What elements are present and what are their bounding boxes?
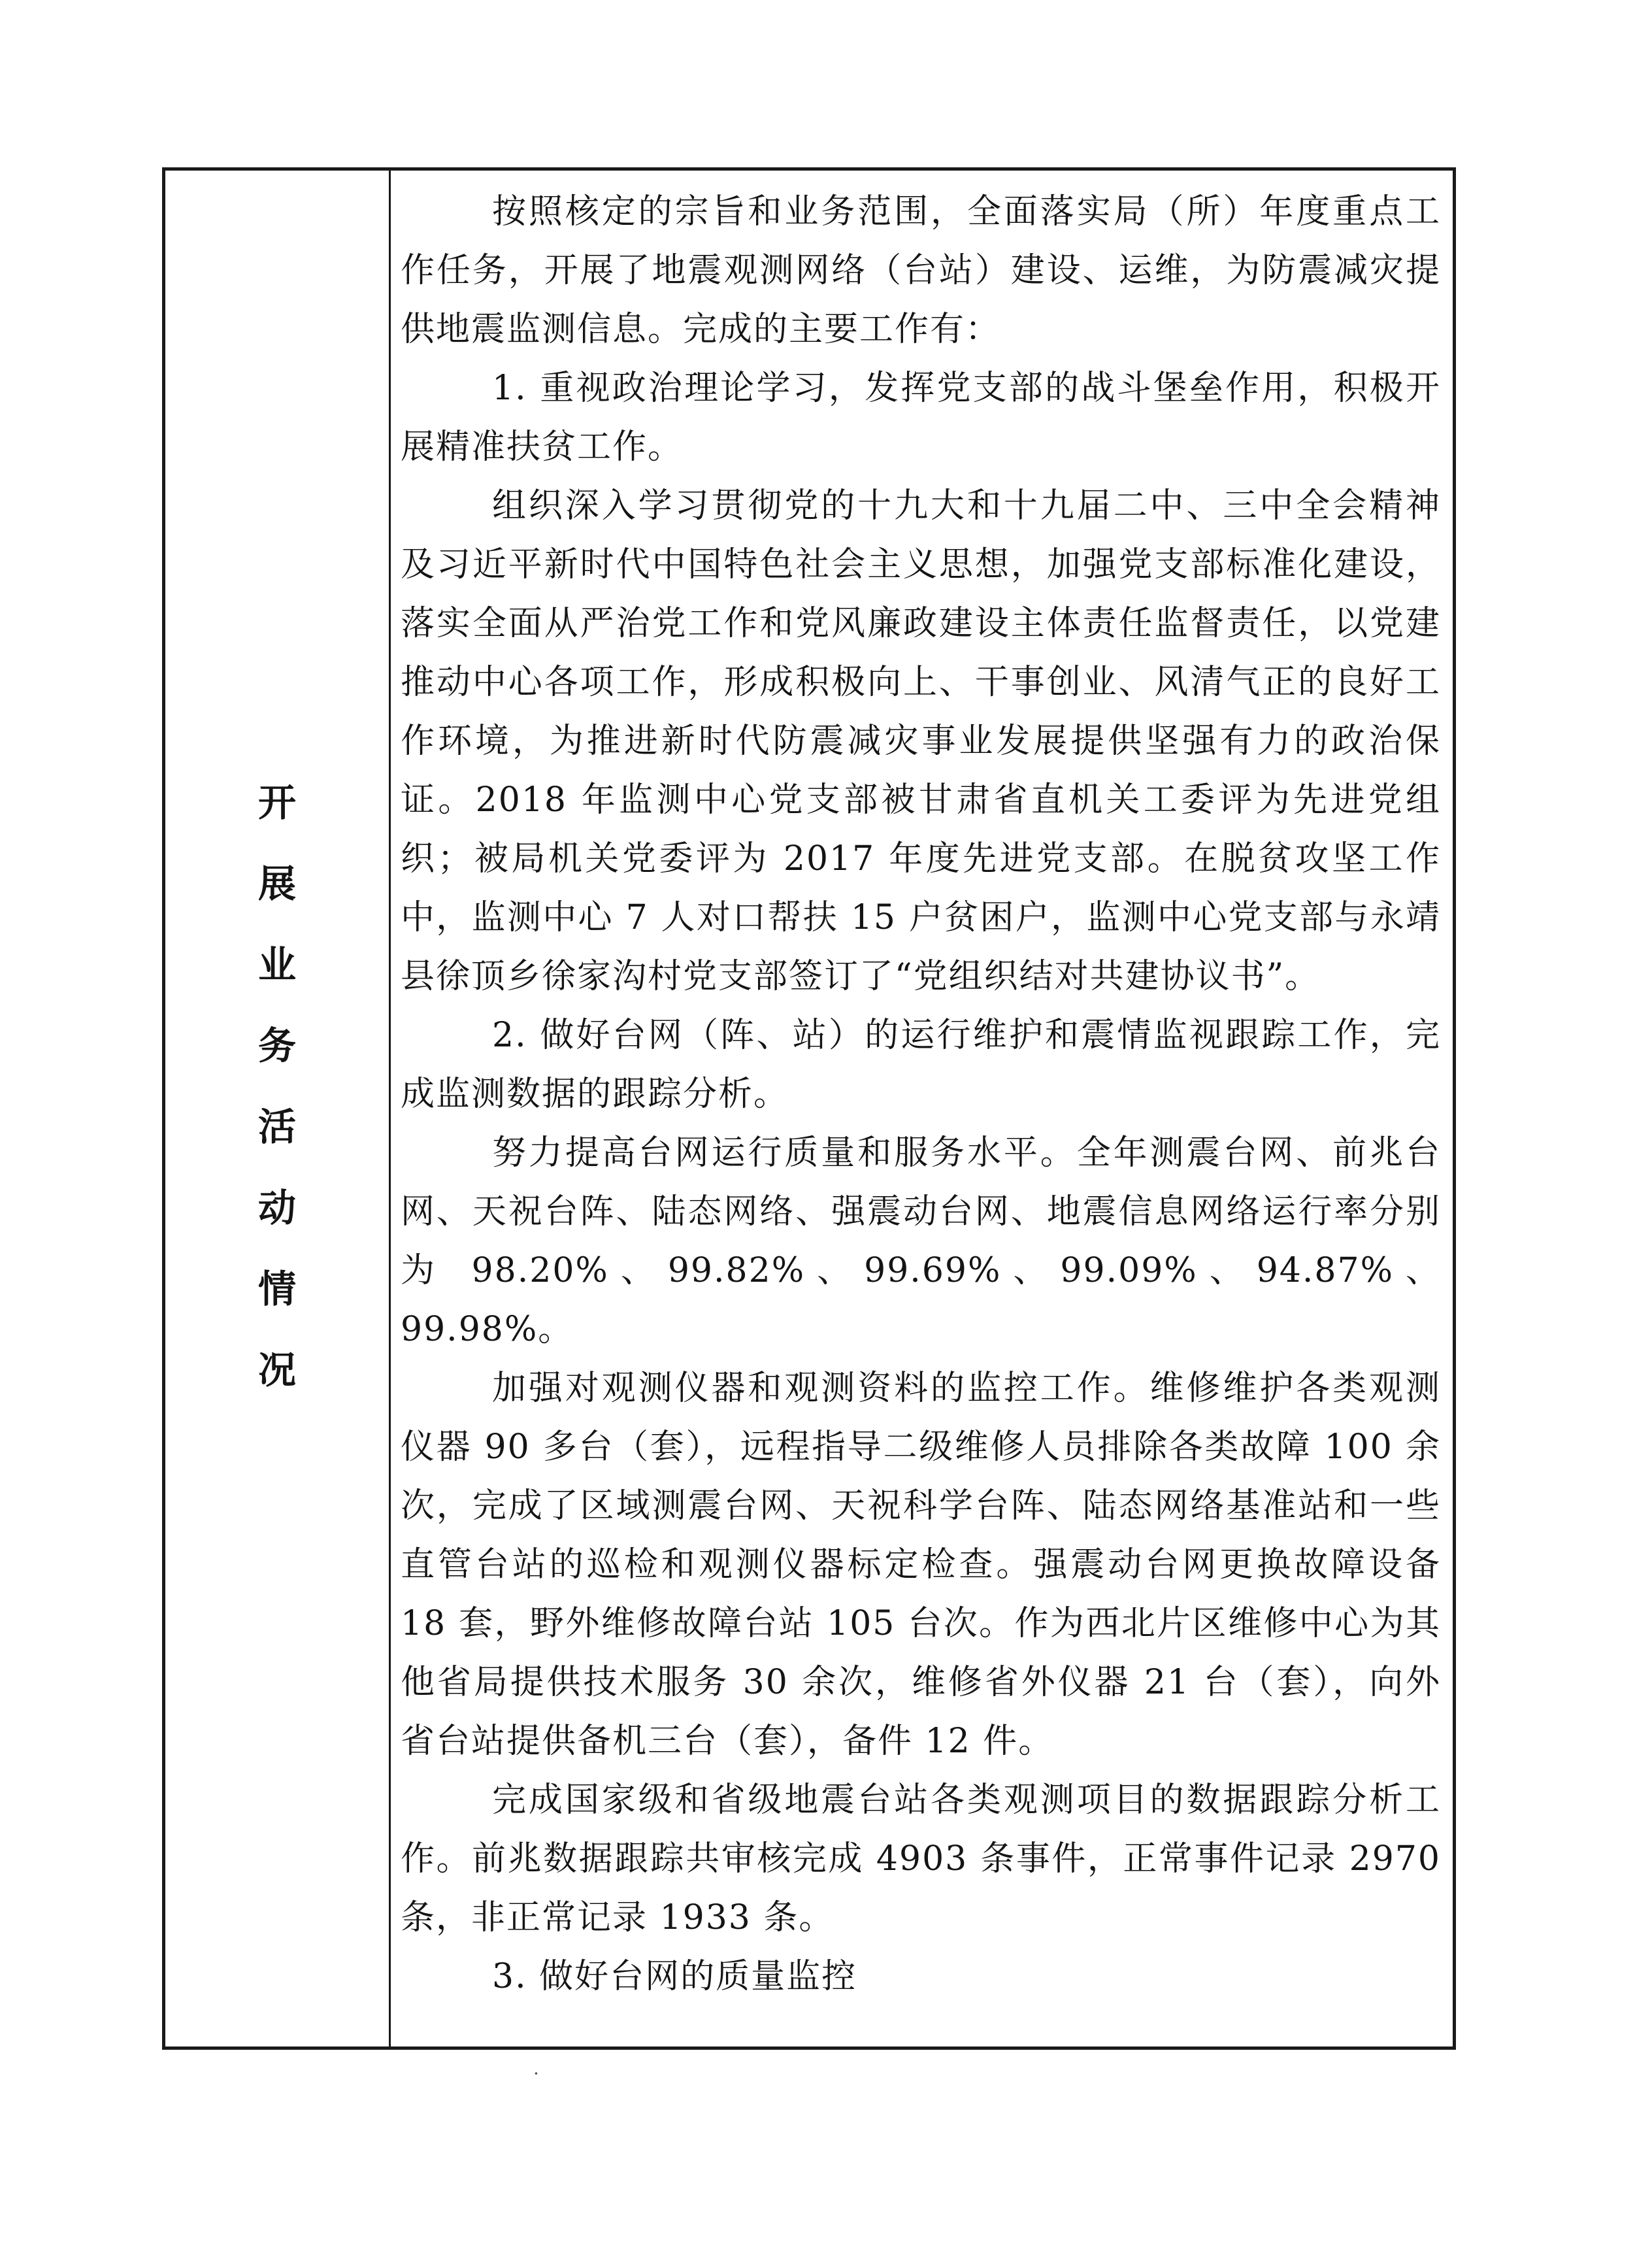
section-label-char: 动	[257, 1186, 296, 1230]
data-analysis-paragraph: 完成国家级和省级地震台站各类观测项目的数据跟踪分析工作。前兆数据跟踪共审核完成 4903 条事件，正常事件记录 2970 条，非正常记录 1933 条。	[401, 1780, 1441, 1937]
item-3-heading: 3. 做好台网的质量监控	[492, 1957, 857, 1996]
scan-mark: ·	[533, 2063, 539, 2084]
section-label-char: 情	[257, 1267, 296, 1311]
column-divider	[389, 171, 391, 2046]
section-label-char: 活	[257, 1105, 296, 1149]
instrument-maintenance-paragraph: 加强对观测仪器和观测资料的监控工作。维修维护各类观测仪器 90 多台（套），远程指导二级维修人员排除各类故障 100 余次，完成了区域测震台网、天祝科学台阵、陆态网络基准站和一些直管台站的巡检和观测仪器标定检查。强震动台网更换故障设备 18 套，野外维修故障台站 105 台次。作为西北片区维修中心为其他省局提供技术服务 30 余次，维修省外仪器 21 台（套），向外省台站提供备机三台（套），备件 12 件。	[401, 1369, 1441, 1761]
activity-form-table	[162, 167, 1456, 2050]
section-label-char: 展	[257, 861, 296, 906]
section-label-char: 务	[257, 1024, 296, 1068]
section-label-char: 开	[257, 780, 296, 825]
content-cell	[401, 182, 1441, 2006]
intro-paragraph: 按照核定的宗旨和业务范围，全面落实局（所）年度重点工作任务，开展了地震观测网络（台站）建设、运维，为防震减灾提供地震监测信息。完成的主要工作有：	[401, 192, 1441, 349]
item-1-heading: 1. 重视政治理论学习，发挥党支部的战斗堡垒作用，积极开展精准扶贫工作。	[401, 369, 1441, 467]
section-label-cell	[165, 171, 389, 2046]
network-operation-paragraph: 努力提高台网运行质量和服务水平。全年测震台网、前兆台网、天祝台阵、陆态网络、强震动台网、地震信息网络运行率分别为 98.20%、99.82%、99.69%、99.09%、94.87%、99.98%。	[401, 1133, 1441, 1349]
party-building-paragraph: 组织深入学习贯彻党的十九大和十九届二中、三中全会精神及习近平新时代中国特色社会主义思想，加强党支部标准化建设，落实全面从严治党工作和党风廉政建设主体责任监督责任，以党建推动中心各项工作，形成积极向上、干事创业、风清气正的良好工作环境，为推进新时代防震减灾事业发展提供坚强有力的政治保证。2018 年监测中心党支部被甘肃省直机关工委评为先进党组织；被局机关党委评为 2017 年度先进党支部。在脱贫攻坚工作中，监测中心 7 人对口帮扶 15 户贫困户，监测中心党支部与永靖县徐顶乡徐家沟村党支部签订了“党组织结对共建协议书”。	[401, 486, 1441, 996]
section-label-char: 业	[257, 943, 296, 987]
item-2-heading: 2. 做好台网（阵、站）的运行维护和震情监视跟踪工作，完成监测数据的跟踪分析。	[401, 1016, 1441, 1114]
section-label-char: 况	[257, 1348, 296, 1392]
